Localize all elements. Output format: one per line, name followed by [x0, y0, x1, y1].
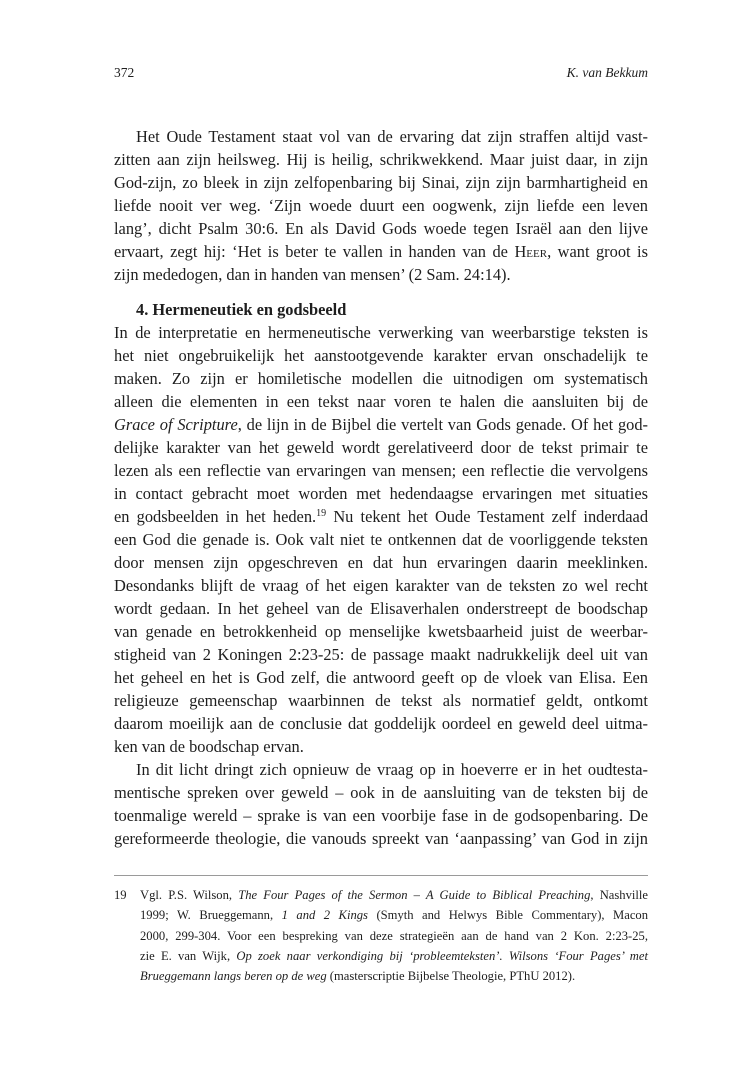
footnote-line: 2000, 299-304. Voor een bespreking van deze strategieën aan de hand van 2 Kon. 2:23-25,: [140, 928, 648, 943]
text-line: [114, 413, 648, 436]
text-span: en godsbeelden in het heden.: [114, 507, 317, 526]
section-heading: 4. Hermeneutiek en godsbeeld: [136, 300, 347, 319]
text-line: alleen die elementen in een tekst naar voren te halen die aansluiten bij de: [114, 392, 648, 411]
text-line: toenmalige wereld – sprake is van een voorbije fase in de godsopenbaring. De: [114, 806, 648, 825]
footnote-body: [140, 885, 648, 986]
section-gap: [114, 286, 648, 298]
footnote-line: [140, 946, 648, 966]
text-line: wordt gedaan. In het geheel van de Elisaverhalen onderstreept de boodschap: [114, 599, 648, 618]
text-span: (Smyth and Helwys Bible Commentary), Macon: [367, 908, 649, 923]
italic-title: 1 and 2 Kings: [281, 908, 368, 923]
paragraph-3: [114, 758, 648, 850]
text-line: het niet ongebruikelijk het aanstootgevende karakter ervan onschadelijk te: [114, 346, 648, 365]
text-line: gereformeerde theologie, die vanouds spreekt van ‘aanpassing’ van God in zijn: [114, 829, 648, 848]
text-line: [114, 505, 648, 528]
text-span: , de lijn in de Bijbel die vertelt van Gods genade. Of het god-: [237, 415, 648, 434]
text-line: in contact gebracht moet worden met hedendaagse ervaringen met situaties: [114, 484, 648, 503]
text-line: [114, 240, 648, 263]
text-line: God-zijn, zo bleek in zijn zelfopenbaring bij Sinai, zijn zijn barmhartigheid en: [114, 173, 648, 192]
footnote-line: [140, 966, 648, 986]
footnote-line: [140, 885, 648, 905]
text-line: In dit licht dringt zich opnieuw de vraag op in hoeverre er in het oudtesta-: [136, 760, 648, 779]
text-span: 1999; W. Brueggemann,: [140, 908, 282, 923]
text-line: delijke karakter van het geweld wordt gerelativeerd door de tekst primair te: [114, 438, 648, 457]
text-line: een God die genade is. Ook valt niet te ontkennen dat de voorliggende teksten: [114, 530, 648, 549]
text-span: Nu tekent het Oude Testament zelf inderdaad: [326, 507, 649, 526]
italic-title: Grace of Scripture: [114, 415, 238, 434]
footnote-line: [140, 905, 648, 925]
italic-title: Op zoek naar verkondiging bij ‘probleemteksten’. Wilsons ‘Four Pages’ met: [236, 948, 648, 963]
text-line: zitten aan zijn heilsweg. Hij is heilig, schrikwekkend. Maar juist daar, in zijn: [114, 150, 648, 169]
text-span: , Nashville: [590, 888, 648, 902]
footnote-reference[interactable]: 19: [316, 508, 327, 519]
text-line: religieuze gemeenschap waarbinnen de tekst als normatief geldt, ontkomt: [114, 691, 648, 710]
text-line: daarom moeilijk aan de conclusie dat goddelijk oordeel en geweld deel uitma-: [114, 714, 648, 733]
text-span: ervaart, zegt hij: ‘Het is beter te vallen in handen van de: [114, 242, 515, 261]
text-line: van genade en betrokkenheid op menselijke kwetsbaarheid juist de weerbar-: [114, 622, 648, 641]
footnote-divider: [114, 875, 648, 876]
text-span: zie E. van Wijk,: [140, 948, 237, 963]
text-span: Vgl. P.S. Wilson,: [140, 888, 239, 902]
footnote-19: [114, 885, 648, 986]
paragraph-1: [114, 125, 648, 286]
text-line: lang’, dicht Psalm 30:6. En als David Gods woede tegen Israël aan den lijve: [114, 219, 648, 238]
main-text: [114, 125, 648, 850]
text-line: Desondanks blijft de vraag of het eigen karakter van de teksten zo wel recht: [114, 576, 648, 595]
text-line: zijn mededogen, dan in handen van mensen’ (2 Sam. 24:14).: [114, 265, 511, 284]
running-head: [114, 64, 648, 82]
text-line: door mensen zijn opgeschreven en dat hun ervaringen daarin meeklinken.: [114, 553, 648, 572]
footnote-number: 19: [114, 888, 127, 902]
italic-title: The Four Pages of the Sermon – A Guide to Biblical Preaching: [238, 888, 591, 902]
text-line: lezen als een reflectie van ervaringen van mensen; een reflectie die vervolgens: [114, 461, 648, 480]
text-line: ken van de boodschap ervan.: [114, 737, 304, 756]
text-line: stigheid van 2 Koningen 2:23-25: de passage maakt nadrukkelijk deel uit van: [114, 645, 648, 664]
running-head-author: K. van Bekkum: [566, 65, 648, 80]
text-line: mentische spreken over geweld – ook in de aansluiting van de teksten bij de: [114, 783, 648, 802]
text-span: (masterscriptie Bijbelse Theologie, PThU 2012).: [326, 969, 576, 984]
page-number: 372: [114, 65, 135, 80]
text-span: , want groot is: [547, 242, 648, 261]
text-line: Het Oude Testament staat vol van de ervaring dat zijn straffen altijd vast-: [136, 127, 648, 146]
text-line: liefde nooit ver weg. ‘Zijn woede duurt een oogwenk, zijn liefde een leven: [114, 196, 648, 215]
small-caps-heer: Heer: [514, 242, 548, 261]
text-line: In de interpretatie en hermeneutische verwerking van weerbarstige teksten is: [114, 323, 648, 342]
paragraph-2: [114, 321, 648, 758]
text-line: het geheel en het is God zelf, die antwoord geeft op de vloek van Elisa. Een: [114, 668, 648, 687]
text-line: maken. Zo zijn er homiletische modellen die uitnodigen om systematisch: [114, 369, 648, 388]
italic-title: Brueggemann langs beren op de weg: [140, 969, 327, 984]
